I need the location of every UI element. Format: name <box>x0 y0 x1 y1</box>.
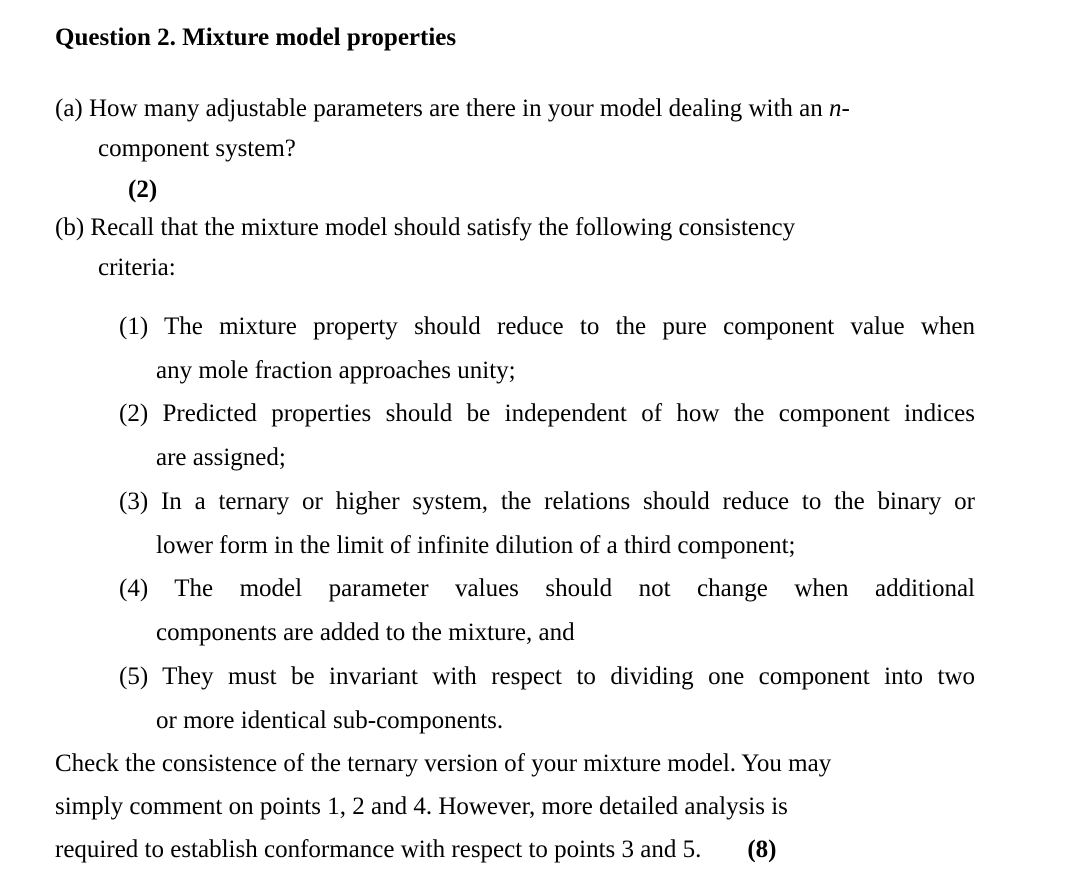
check-line1: Check the consistence of the ternary version of your mixture model. You may <box>55 750 832 777</box>
criterion-4-line2: components are added to the mixture, and <box>156 619 575 646</box>
part-a-line1-text: (a) How many adjustable parameters are there in your model dealing with an <box>55 95 830 122</box>
check-line3-text: required to establish conformance with respect to points 3 and 5. <box>55 836 702 863</box>
question-title: Question 2. Mixture model properties <box>55 24 457 51</box>
part-a-italic-n: n <box>829 95 842 122</box>
criterion-1-line2: any mole fraction approaches unity; <box>156 357 516 384</box>
criterion-1 <box>119 305 975 393</box>
criterion-3-line1: (3) In a ternary or higher system, the relations should reduce to the binary or <box>119 488 975 515</box>
part-b-mark: (8) <box>747 836 777 863</box>
part-a <box>55 89 955 169</box>
part-a-line2: component system? <box>98 135 296 162</box>
criterion-2 <box>119 392 975 480</box>
criterion-1-line1: (1) The mixture property should reduce to the pure component value when <box>119 313 975 340</box>
part-b-line2: criteria: <box>98 254 176 281</box>
criterion-3 <box>119 480 975 568</box>
criterion-4 <box>119 567 975 655</box>
check-line3 <box>55 828 955 871</box>
criterion-3-line2: lower form in the limit of infinite dilution of a third component; <box>156 532 796 559</box>
part-a-hyphen: - <box>841 95 850 122</box>
criterion-5-line2: or more identical sub-components. <box>156 707 504 734</box>
criterion-5 <box>119 655 975 743</box>
check-line2: simply comment on points 1, 2 and 4. However, more detailed analysis is <box>55 793 788 820</box>
part-b-line1: (b) Recall that the mixture model should satisfy the following consistency <box>55 214 796 241</box>
part-a-mark: (2) <box>128 176 158 203</box>
criterion-2-line2: are assigned; <box>156 444 286 471</box>
part-a-line1 <box>55 95 850 122</box>
criterion-4-line1: (4) The model parameter values should not change when additional <box>119 575 975 602</box>
part-b <box>55 208 955 288</box>
check-paragraph <box>55 742 955 871</box>
criterion-2-line1: (2) Predicted properties should be independent of how the component indices <box>119 400 975 427</box>
criterion-5-line1: (5) They must be invariant with respect to dividing one component into two <box>119 663 975 690</box>
